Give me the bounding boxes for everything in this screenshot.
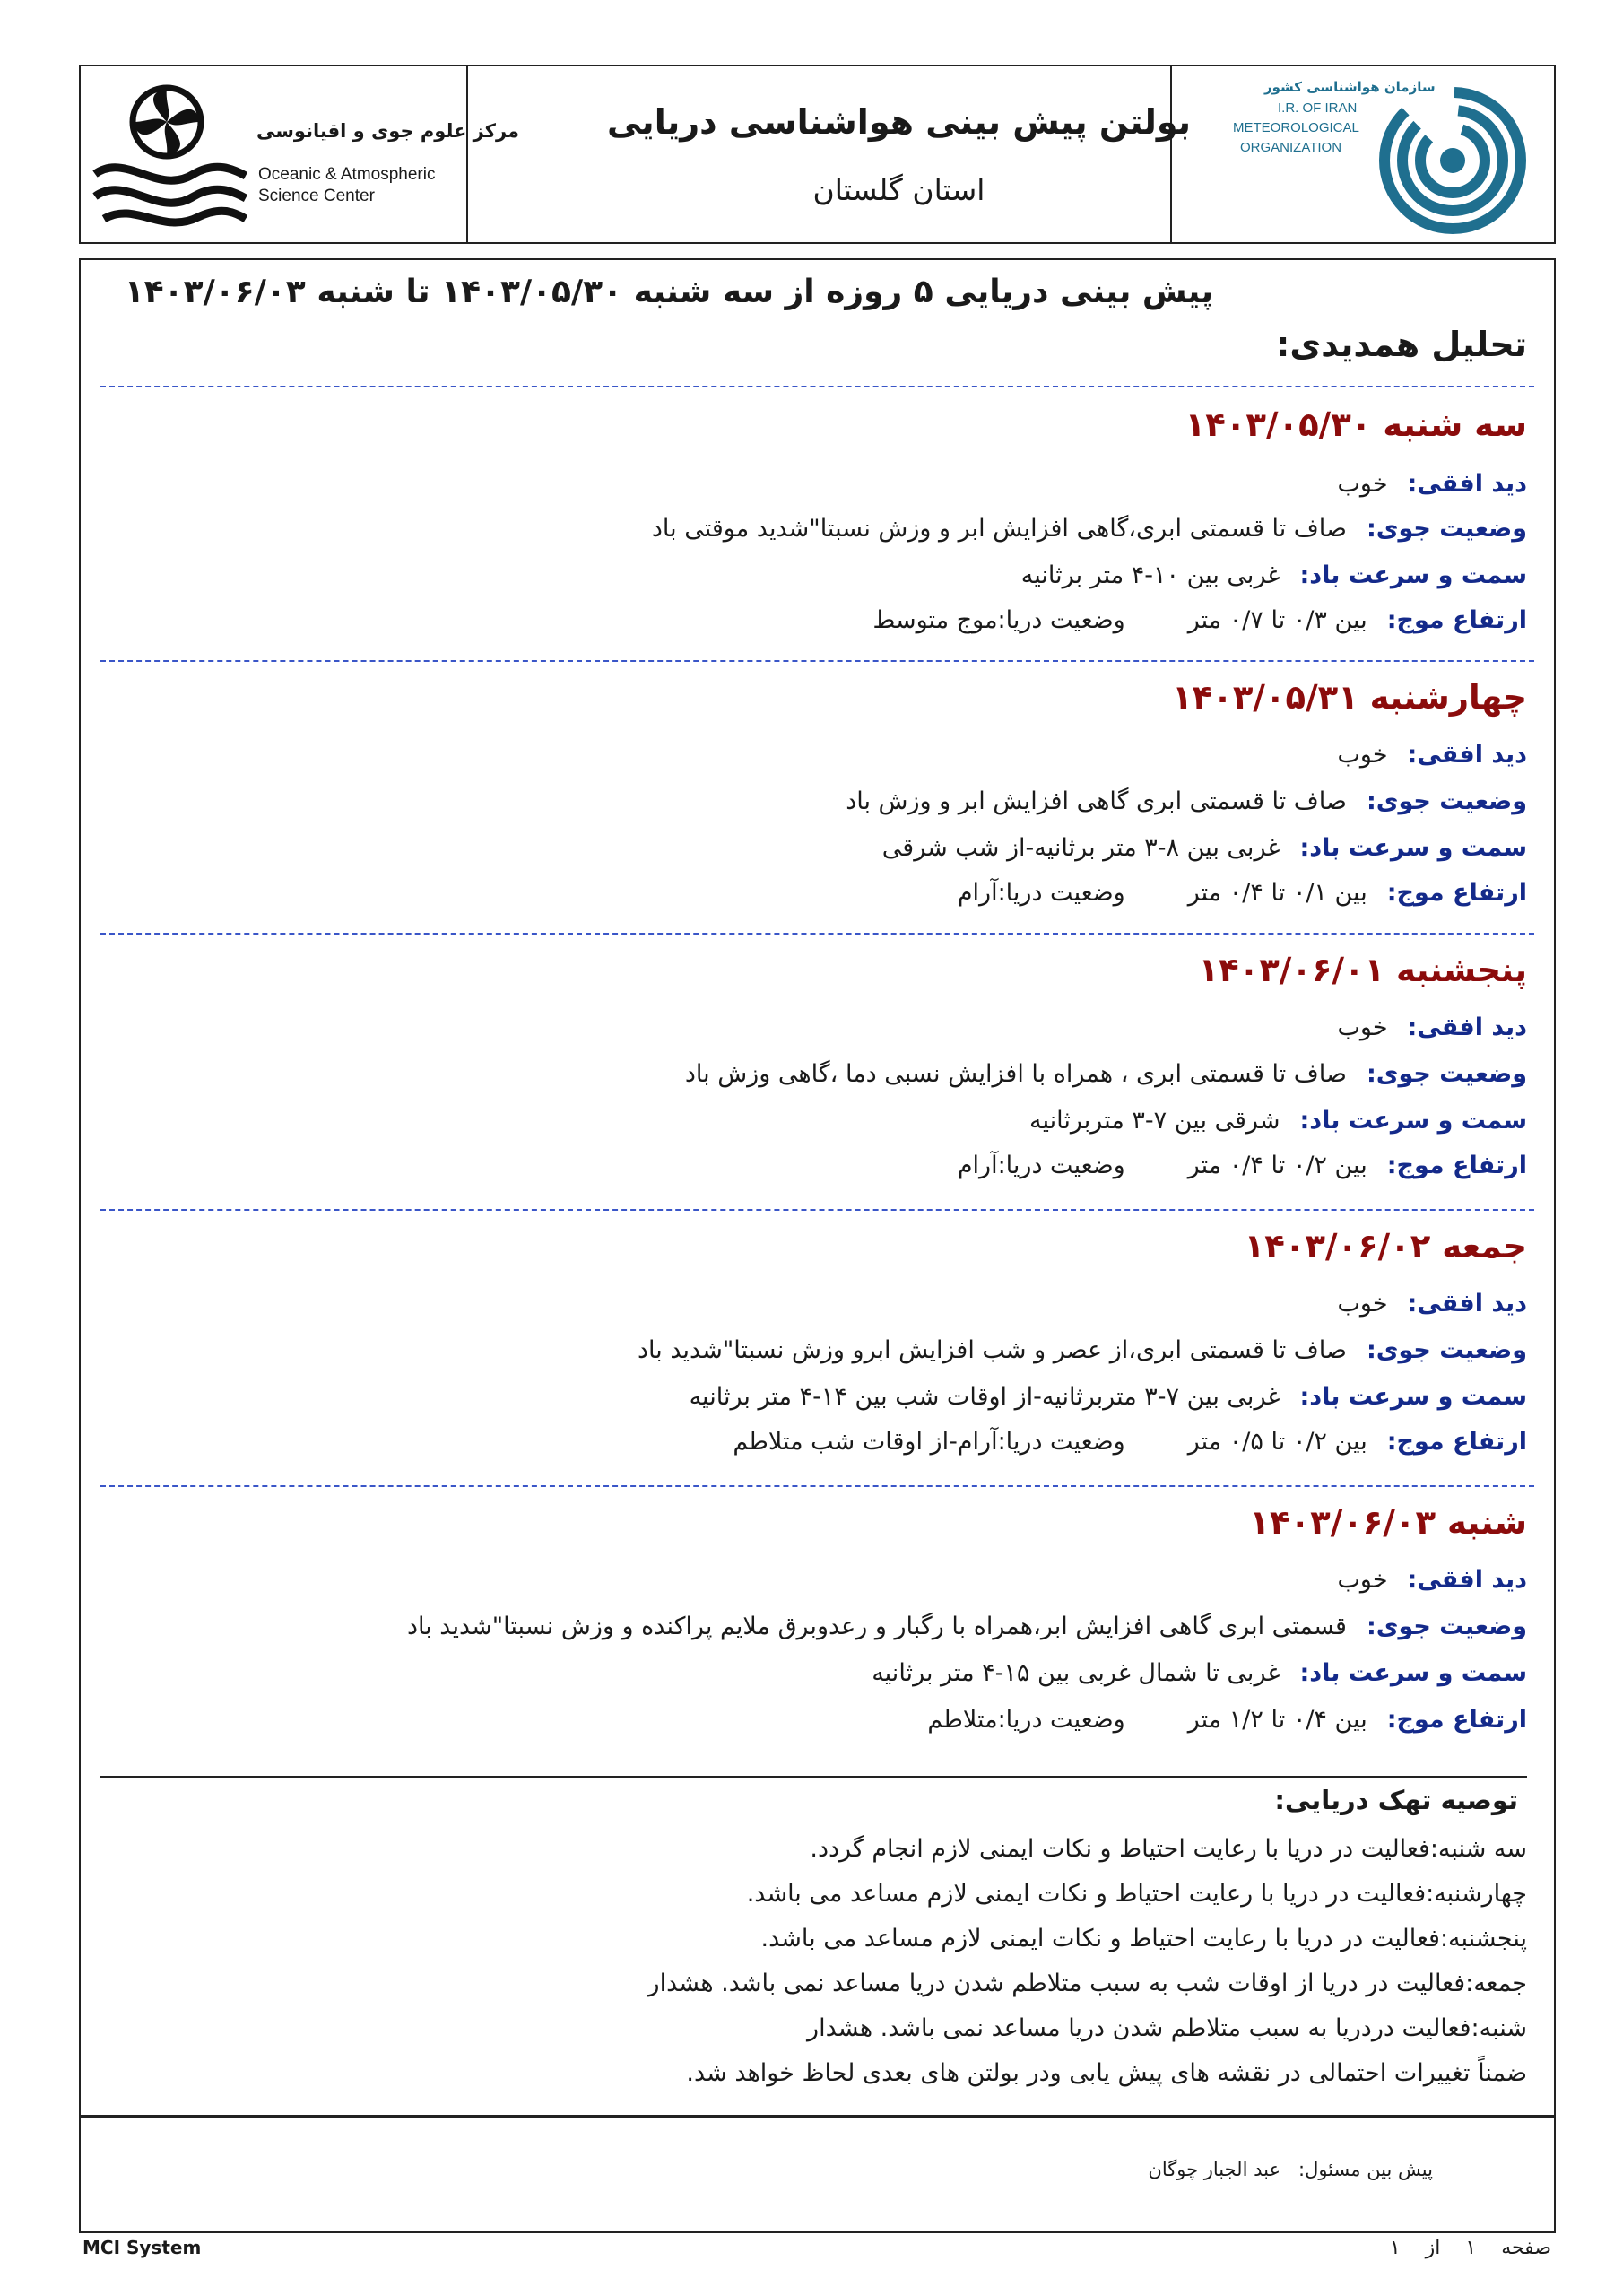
weather-value: صاف تا قسمتی ابری،از عصر و شب افزایش ابرو وزش نسبتا"شدید باد	[637, 1336, 1347, 1364]
ocean-center-emblem-icon	[86, 75, 247, 237]
synoptic-analysis-label: تحلیل همدیدی:	[1276, 325, 1527, 364]
weather-value: صاف تا قسمتی ابری،گاهی افزایش ابر و وزش نسبتا"شدید موقتی باد	[651, 515, 1347, 543]
weather-value: صاف تا قسمتی ابری ، همراه با افزایش نسبی دما ،گاهی وزش باد	[684, 1060, 1347, 1088]
forecast-period-title: پیش بینی دریایی ۵ روزه از سه شنبه ۱۴۰۳/۰۵/۳۰ تا شنبه ۱۴۰۳/۰۶/۰۳	[124, 274, 1213, 310]
wave-value: بین ۰/۳ تا ۰/۷ متر	[1187, 606, 1367, 634]
irimo-name-en-2: METEOROLOGICAL	[1233, 120, 1359, 135]
forecast-body	[79, 258, 1556, 2117]
weather-row	[685, 1060, 1527, 1088]
visibility-label: دید افقی:	[1407, 1013, 1527, 1041]
wave-row	[733, 1428, 1527, 1456]
advice-line: جمعه:فعالیت در دریا از اوقات شب به سبب متلاطم شدن دریا مساعد نمی باشد. هشدار	[647, 1970, 1527, 1997]
day-title: شنبه ۱۴۰۳/۰۶/۰۳	[1249, 1503, 1527, 1542]
wave-value: بین ۰/۲ تا ۰/۵ متر	[1187, 1428, 1367, 1456]
header-divider-right	[1170, 66, 1172, 242]
visibility-label: دید افقی:	[1407, 1290, 1527, 1318]
forecaster-name: عبد الجبار چوگان	[1148, 2159, 1280, 2180]
weather-label: وضعیت جوی:	[1366, 1060, 1527, 1088]
wind-value: غربی بین ۱۰-۴ متر برثانیه	[1020, 561, 1280, 589]
visibility-value: خوب	[1337, 1566, 1388, 1594]
ocean-center-name-fa: مرکز علوم جوی و اقیانوسی	[256, 120, 520, 142]
visibility-row	[1337, 1290, 1527, 1318]
bulletin-header	[79, 65, 1556, 244]
visibility-value: خوب	[1337, 1013, 1388, 1041]
wave-value: بین ۰/۲ تا ۰/۴ متر	[1187, 1152, 1367, 1179]
day-separator	[100, 1485, 1534, 1487]
advice-line: پنجشنبه:فعالیت در دریا با رعایت احتیاط و نکات ایمنی لازم مساعد می باشد.	[760, 1925, 1527, 1952]
weather-label: وضعیت جوی:	[1366, 787, 1527, 815]
sea-state-value: وضعیت دریا:آرام	[957, 879, 1125, 907]
sea-state-value: وضعیت دریا:آرام	[957, 1152, 1125, 1179]
visibility-row	[1337, 1566, 1527, 1594]
page-total: ۱	[1389, 2237, 1401, 2259]
wave-row	[958, 879, 1527, 907]
day-separator	[100, 1209, 1534, 1211]
weather-row	[846, 787, 1527, 815]
sea-state-value: وضعیت دریا:آرام-از اوقات شب متلاطم	[733, 1428, 1125, 1456]
irimo-emblem-icon	[1376, 84, 1529, 237]
page-current: ۱	[1465, 2237, 1477, 2259]
wind-row	[882, 834, 1527, 862]
weather-value: قسمتی ابری گاهی افزایش ابر،همراه با رگبار و رعدوبرق ملایم پراکنده و وزش نسبتا"شدید باد	[406, 1613, 1347, 1640]
irimo-name-en-1: I.R. OF IRAN	[1278, 100, 1358, 116]
advice-line: ضمناً تغییرات احتمالی در نقشه های پیش یابی ودر بولتن های بعدی لحاظ خواهد شد.	[686, 2059, 1527, 2087]
wave-label: ارتفاع موج:	[1386, 1706, 1527, 1734]
day-title: جمعه ۱۴۰۳/۰۶/۰۲	[1244, 1227, 1527, 1265]
ocean-center-name-en-2: Science Center	[258, 187, 375, 205]
ocean-center-name-en-1: Oceanic & Atmospheric	[258, 165, 436, 184]
wind-label: سمت و سرعت باد:	[1299, 561, 1527, 589]
visibility-value: خوب	[1337, 470, 1388, 498]
advice-line: سه شنبه:فعالیت در دریا با رعایت احتیاط و نکات ایمنی لازم انجام گردد.	[810, 1835, 1527, 1863]
wave-label: ارتفاع موج:	[1386, 1152, 1527, 1179]
weather-label: وضعیت جوی:	[1366, 1336, 1527, 1364]
irimo-name-en-3: ORGANIZATION	[1240, 140, 1342, 155]
forecaster-line	[1148, 2159, 1433, 2180]
visibility-row	[1337, 741, 1527, 769]
system-name: MCI System	[82, 2237, 202, 2258]
forecaster-label: پیش بین مسئول:	[1298, 2159, 1433, 2180]
wind-row	[872, 1659, 1527, 1687]
wind-label: سمت و سرعت باد:	[1299, 1383, 1527, 1411]
wind-label: سمت و سرعت باد:	[1299, 834, 1527, 862]
page-number	[1390, 2237, 1551, 2259]
visibility-label: دید افقی:	[1407, 1566, 1527, 1594]
day-title: چهارشنبه ۱۴۰۳/۰۵/۳۱	[1172, 678, 1527, 717]
wind-value: غربی بین ۷-۳ متربرثانیه-از اوقات شب بین ۱۴-۴ متر برثانیه	[689, 1383, 1280, 1411]
advice-line: چهارشنبه:فعالیت در دریا با رعایت احتیاط و نکات ایمنی لازم مساعد می باشد.	[746, 1880, 1527, 1908]
page-word: صفحه	[1501, 2237, 1551, 2259]
wave-value: بین ۰/۱ تا ۰/۴ متر	[1187, 879, 1367, 907]
visibility-label: دید افقی:	[1407, 470, 1527, 498]
wave-row	[958, 1152, 1527, 1179]
weather-label: وضعیت جوی:	[1366, 1613, 1527, 1640]
visibility-value: خوب	[1337, 1290, 1388, 1318]
sea-state-value: وضعیت دریا:موج متوسط	[872, 606, 1125, 634]
advice-title: توصیه تهک دریایی:	[1274, 1785, 1518, 1815]
ocean-atmospheric-logo	[86, 75, 520, 237]
visibility-value: خوب	[1337, 741, 1388, 769]
wind-row	[690, 1383, 1527, 1411]
day-separator	[100, 386, 1534, 387]
weather-value: صاف تا قسمتی ابری گاهی افزایش ابر و وزش باد	[846, 787, 1347, 815]
wave-label: ارتفاع موج:	[1386, 606, 1527, 634]
day-separator	[100, 933, 1534, 935]
wind-label: سمت و سرعت باد:	[1299, 1659, 1527, 1687]
wind-value: غربی بین ۸-۳ متر برثانیه-از شب شرقی	[881, 834, 1280, 862]
wind-value: غربی تا شمال غربی بین ۱۵-۴ متر برثانیه	[872, 1659, 1280, 1687]
wind-value: شرقی بین ۷-۳ متربرثانیه	[1028, 1107, 1280, 1135]
wave-row	[927, 1706, 1527, 1734]
bulletin-title: بولتن پیش بینی هواشناسی دریایی	[606, 102, 1191, 142]
advice-line: شنبه:فعالیت دردریا به سبب متلاطم شدن دریا مساعد نمی باشد. هشدار	[807, 2014, 1527, 2042]
wave-label: ارتفاع موج:	[1386, 879, 1527, 907]
page-of-word: از	[1425, 2237, 1441, 2259]
day-separator	[100, 660, 1534, 662]
wind-row	[1021, 561, 1527, 589]
visibility-row	[1337, 1013, 1527, 1041]
province-name: استان گلستان	[812, 172, 985, 207]
weather-row	[638, 1336, 1527, 1364]
weather-label: وضعیت جوی:	[1366, 515, 1527, 543]
irimo-name-fa: سازمان هواشناسی کشور	[1264, 79, 1436, 95]
day-title: پنجشنبه ۱۴۰۳/۰۶/۰۱	[1198, 951, 1527, 989]
weather-row	[652, 515, 1527, 543]
weather-row	[407, 1613, 1527, 1640]
wind-row	[1029, 1107, 1527, 1135]
sea-state-value: وضعیت دریا:متلاطم	[927, 1706, 1125, 1734]
meteorological-organization-logo	[1179, 74, 1551, 239]
day-title: سه شنبه ۱۴۰۳/۰۵/۳۰	[1185, 405, 1527, 444]
wave-label: ارتفاع موج:	[1386, 1428, 1527, 1456]
forecaster-box	[79, 2117, 1556, 2233]
visibility-row	[1337, 470, 1527, 498]
header-divider-left	[466, 66, 468, 242]
advice-separator	[100, 1776, 1527, 1778]
wave-row	[872, 606, 1527, 634]
visibility-label: دید افقی:	[1407, 741, 1527, 769]
wave-value: بین ۰/۴ تا ۱/۲ متر	[1187, 1706, 1367, 1734]
wind-label: سمت و سرعت باد:	[1299, 1107, 1527, 1135]
